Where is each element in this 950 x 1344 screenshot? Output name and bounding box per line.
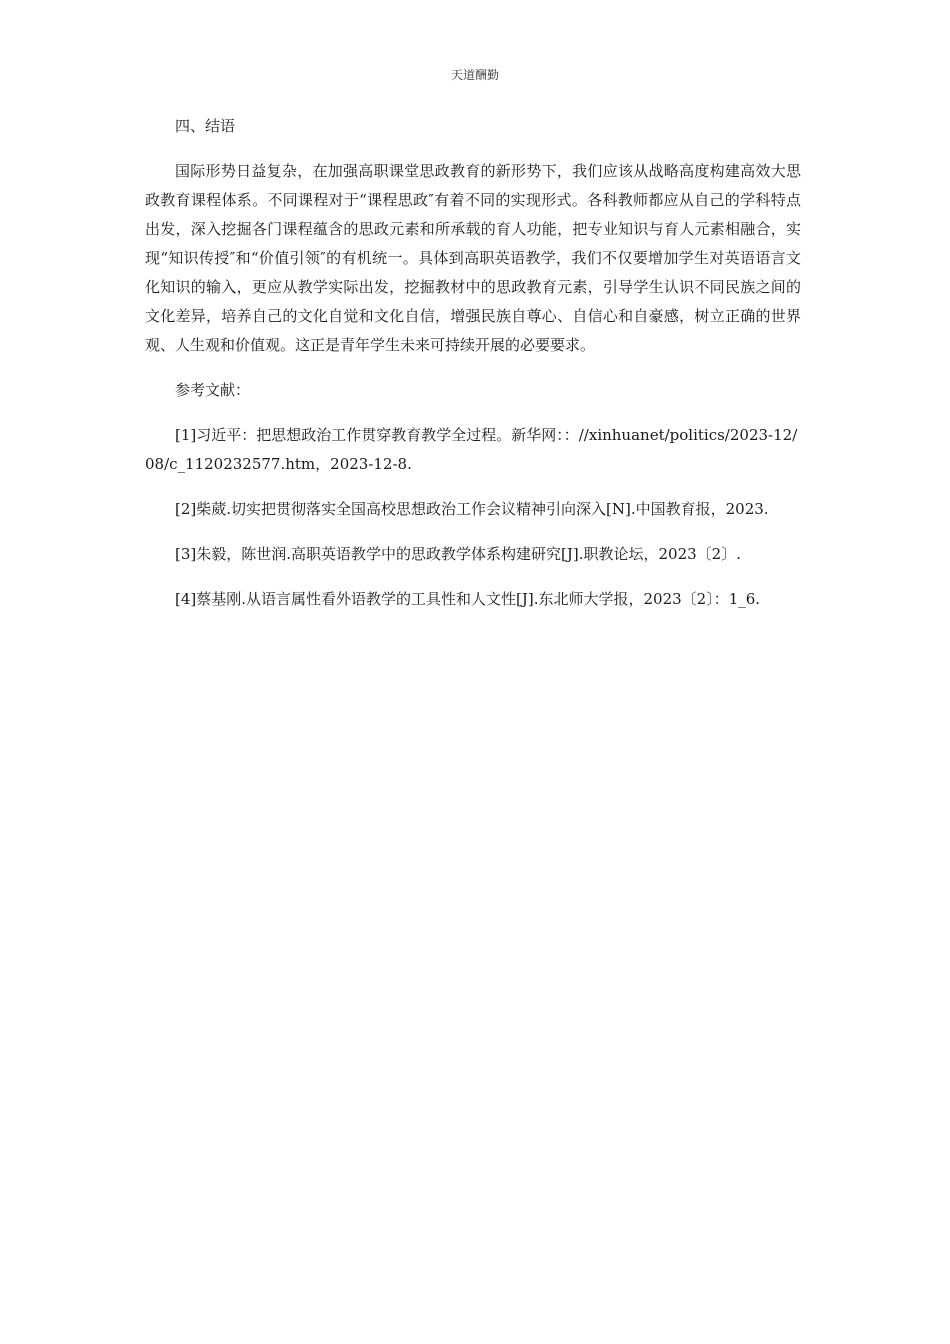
reference-item: [3]朱毅，陈世润.高职英语教学中的思政教学体系构建研究[J].职教论坛，2023〔2〕. xyxy=(175,545,741,563)
reference-item: [4]蔡基刚.从语言属性看外语教学的工具性和人文性[J].东北师大学报，2023〔2〕：1_6. xyxy=(175,590,761,608)
section-heading: 四、结语 xyxy=(175,117,236,135)
conclusion-paragraph: 国际形势日益复杂，在加强高职课堂思政教育的新形势下，我们应该从战略高度构建高效大思政教育课程体系。不同课程对于“课程思政″有着不同的实现形式。各科教师都应从自己的学科特点出发，深入挖掘各门课程蕴含的思政元素和所承载的育人功能，把专业知识与育人元素相融合，实现“知识传授″和“价值引领″的有机统一。具体到高职英语教学，我们不仅要增加学生对英语语言文化知识的输入，更应从教学实际出发，挖掘教材中的思政教育元素，引导学生认识不同民族之间的文化差异，培养自己的文化自觉和文化自信，增强民族自尊心、自信心和自豪感，树立正确的世界观、人生观和价值观。这正是青年学生未来可持续开展的必要要求。 xyxy=(145,162,801,354)
reference-item: [1]习近平：把思想政治工作贯穿教育教学全过程。新华网：：//xinhuanet/politics/2023-12/08/c_1120232577.htm，2023-12-8. xyxy=(145,426,798,473)
references-title: 参考文献： xyxy=(175,381,251,399)
reference-item: [2]柴葳.切实把贯彻落实全国高校思想政治工作会议精神引向深入[N].中国教育报，2023. xyxy=(175,500,769,518)
page-header: 天道酬勤 xyxy=(450,68,499,82)
document-body xyxy=(145,112,801,630)
